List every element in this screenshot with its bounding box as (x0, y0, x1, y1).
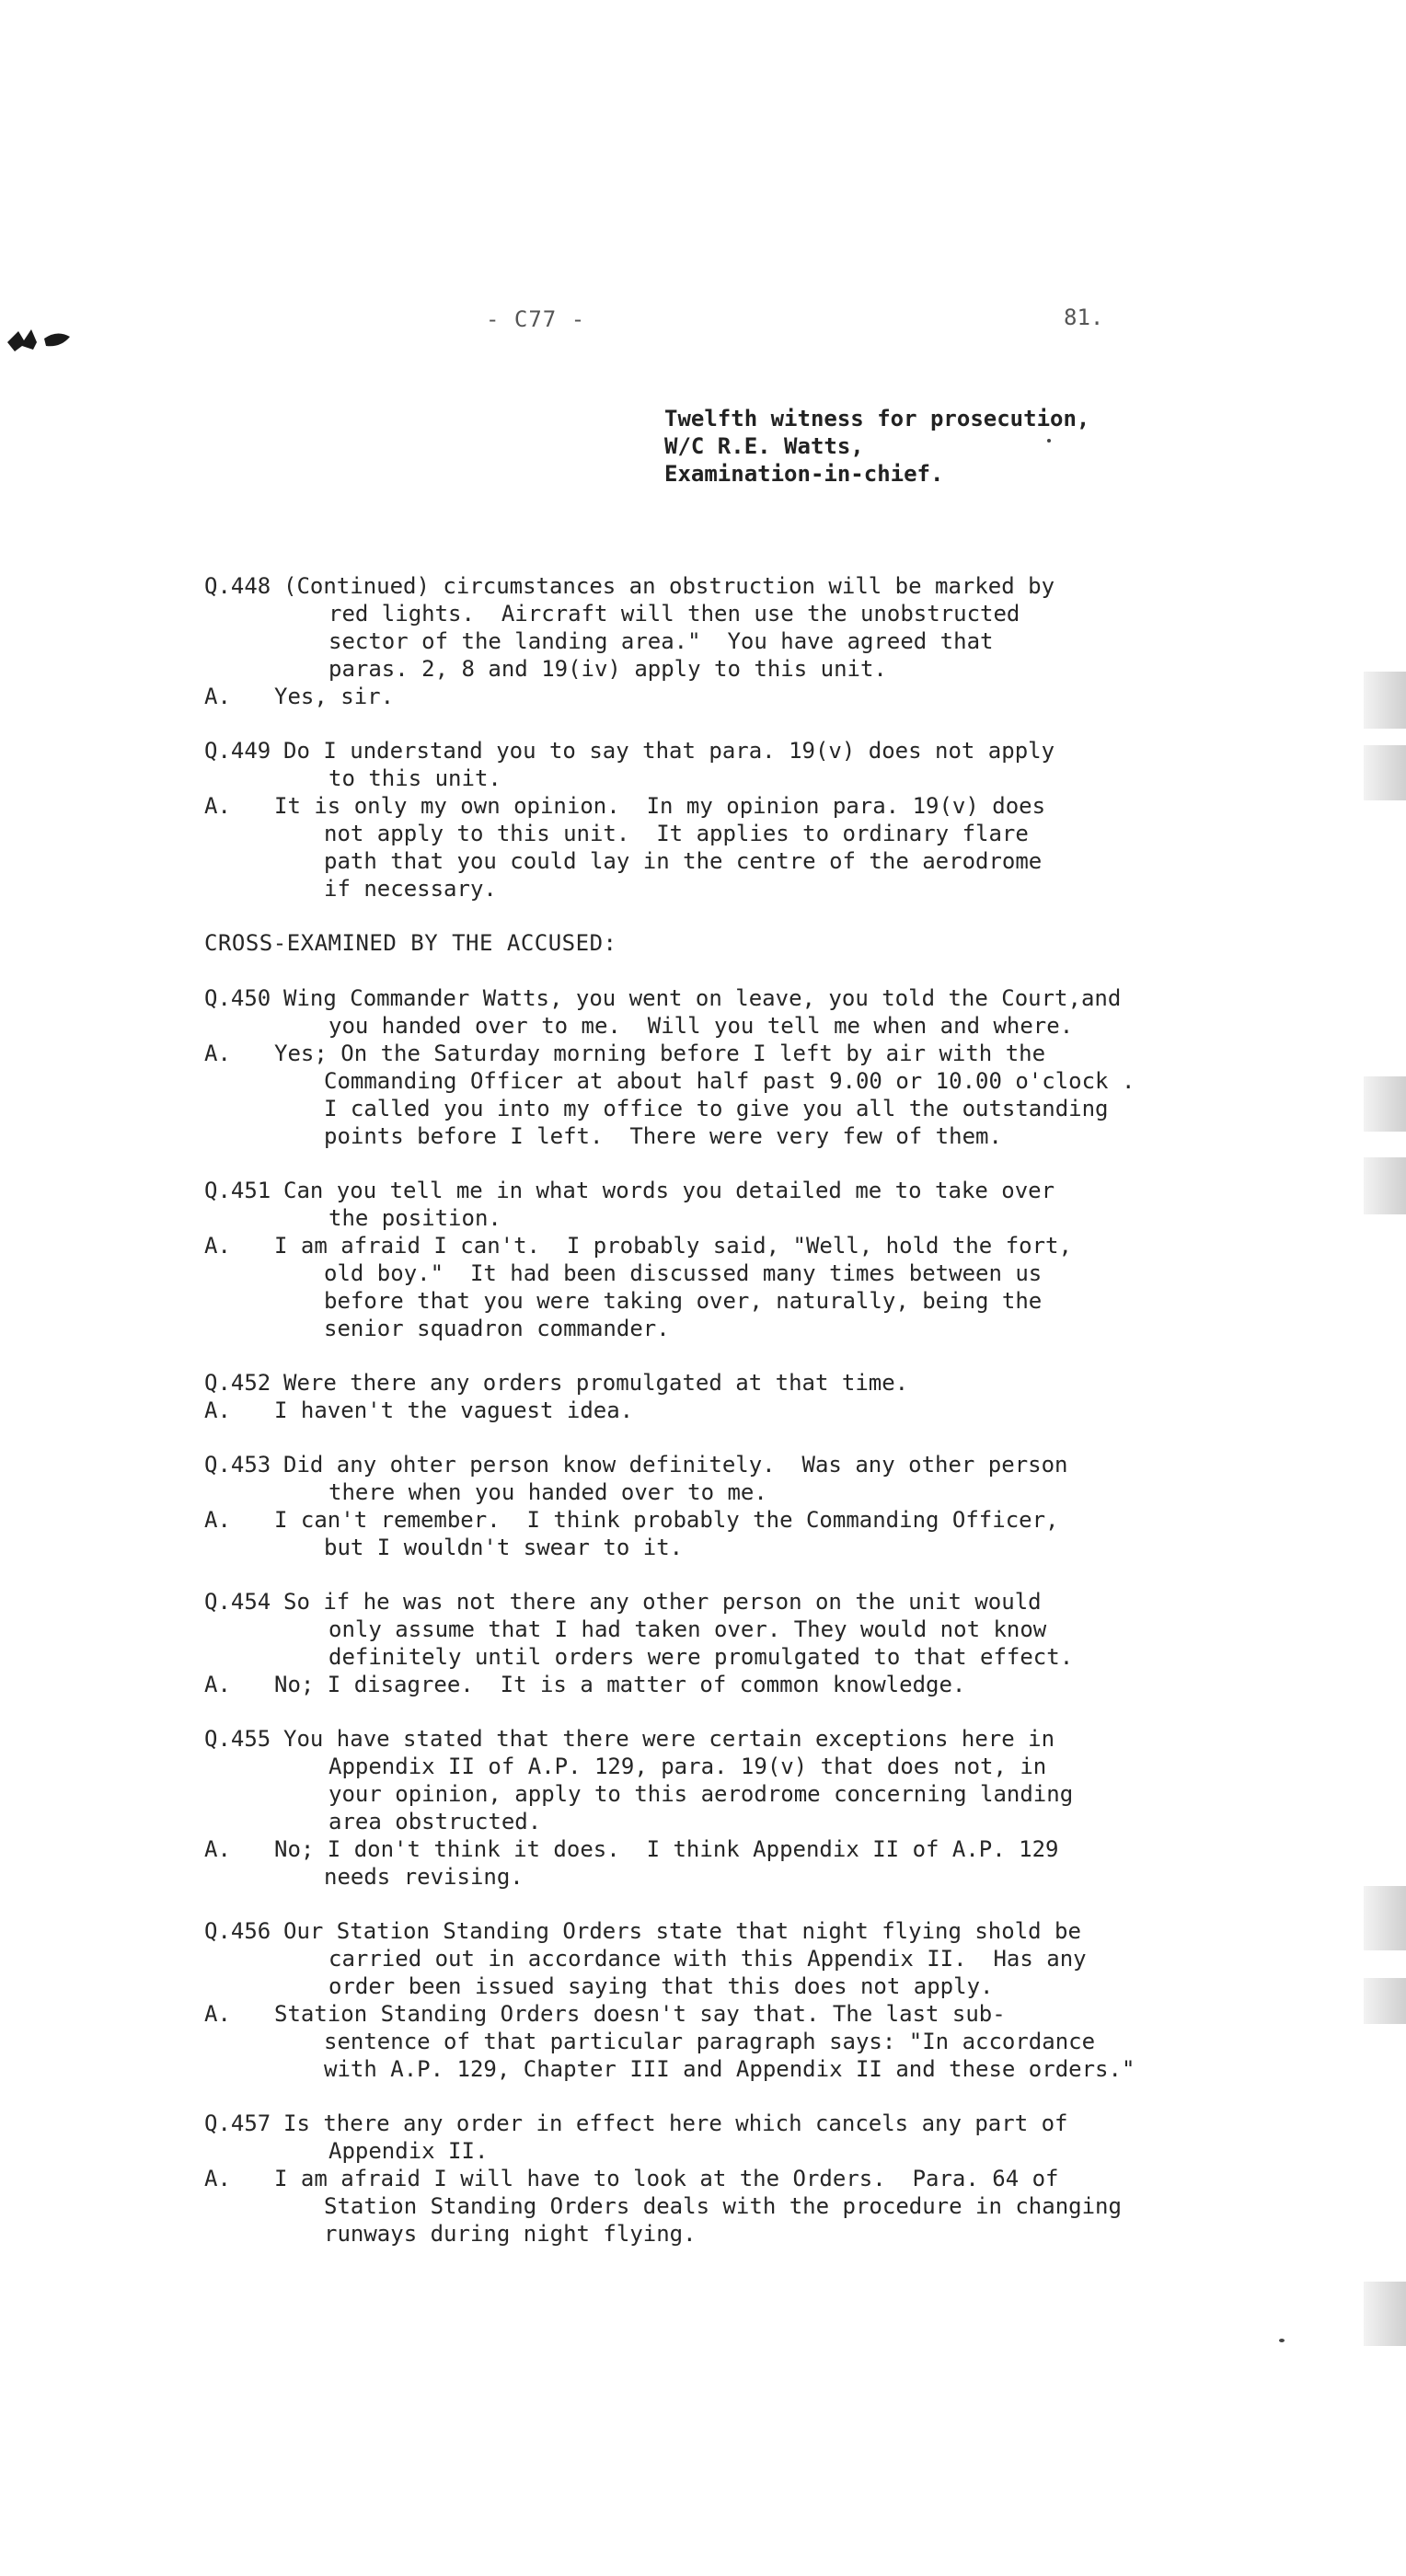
answer-label: A. (204, 1507, 231, 1533)
page-number: 81. (1064, 305, 1104, 330)
answer-line (204, 1232, 1253, 1259)
answer-text: No; I don't think it does. I think Appendix II of A.P. 129 (274, 1836, 1059, 1862)
answer-text: Station Standing Orders doesn't say that. The last sub- (274, 2001, 1006, 2027)
qa-entry (204, 1725, 1253, 1891)
page-reference: - C77 - (486, 306, 586, 332)
question-text-continued: you handed over to me. Will you tell me when and where. (328, 1013, 1074, 1039)
answer-label: A. (204, 2166, 231, 2191)
question-text-continued: definitely until orders were promulgated to that effect. (328, 1644, 1074, 1670)
answer-text: I am afraid I will have to look at the Orders. Para. 64 of (274, 2166, 1059, 2191)
answer-text-continued: points before I left. There were very few of them. (324, 1123, 1002, 1149)
scan-edge-shadow (1364, 1157, 1406, 1214)
question-number: Q.450 (204, 985, 271, 1011)
question-text-continued: Appendix II of A.P. 129, para. 19(v) that does not, in (328, 1754, 1047, 1779)
answer-text-continued: Station Standing Orders deals with the procedure in changing (324, 2193, 1122, 2219)
question-number: Q.456 (204, 1918, 271, 1944)
scan-edge-shadow (1364, 1886, 1406, 1950)
question-text: Do I understand you to say that para. 19(v) does not apply (283, 738, 1055, 764)
question-number: Q.452 (204, 1370, 271, 1396)
answer-text-continued: not apply to this unit. It applies to ordinary flare (324, 821, 1029, 846)
witness-line: Twelfth witness for prosecution, (664, 406, 1090, 431)
transcript-body (204, 572, 1253, 2274)
question-text: Is there any order in effect here which cancels any part of (283, 2110, 1068, 2136)
question-text-continued: order been issued saying that this does not apply. (328, 1973, 994, 1999)
question-line (204, 984, 1253, 1012)
answer-line (204, 1671, 1253, 1698)
answer-label: A. (204, 2001, 231, 2027)
question-line (204, 1451, 1253, 1478)
answer-label: A. (204, 793, 231, 819)
answer-text-continued: needs revising. (324, 1864, 524, 1890)
question-text: So if he was not there any other person on the unit would (283, 1589, 1042, 1615)
qa-entry (204, 572, 1253, 710)
answer-text-continued: I called you into my office to give you all the outstanding (324, 1096, 1109, 1121)
answer-label: A. (204, 1397, 231, 1423)
question-text-continued: your opinion, apply to this aerodrome concerning landing (328, 1781, 1074, 1807)
question-number: Q.455 (204, 1726, 271, 1752)
question-line (204, 737, 1253, 765)
answer-text-continued: Commanding Officer at about half past 9.00 or 10.00 o'clock . (324, 1068, 1135, 1094)
question-number: Q.451 (204, 1178, 271, 1203)
answer-text-continued: if necessary. (324, 876, 497, 902)
answer-text-continued: senior squadron commander. (324, 1316, 670, 1341)
question-number: Q.457 (204, 2110, 271, 2136)
answer-text-continued: old boy." It had been discussed many times between us (324, 1260, 1043, 1286)
cross-examination-heading: CROSS-EXAMINED BY THE ACCUSED: (204, 930, 617, 956)
answer-text: Yes; On the Saturday morning before I left by air with the (274, 1041, 1046, 1066)
answer-line (204, 792, 1253, 820)
examination-section (204, 572, 1253, 903)
answer-text: Yes, sir. (274, 684, 395, 709)
answer-text-continued: but I wouldn't swear to it. (324, 1535, 684, 1560)
question-line (204, 1369, 1253, 1397)
qa-entry (204, 1177, 1253, 1342)
scan-edge-shadow (1364, 1076, 1406, 1132)
qa-entry (204, 1369, 1253, 1424)
answer-text: It is only my own opinion. In my opinion para. 19(v) does (274, 793, 1046, 819)
answer-line (204, 2165, 1253, 2192)
cross-examination-section (204, 984, 1253, 2248)
answer-text: I haven't the vaguest idea. (274, 1397, 634, 1423)
witness-line: Examination-in-chief. (664, 461, 944, 487)
answer-text-continued: with A.P. 129, Chapter III and Appendix II and these orders." (324, 2056, 1135, 2082)
question-line (204, 1177, 1253, 1204)
answer-line (204, 1506, 1253, 1534)
answer-text: No; I disagree. It is a matter of common knowledge. (274, 1672, 966, 1697)
question-text-continued: Appendix II. (328, 2138, 489, 2164)
question-text-continued: to this unit. (328, 765, 501, 791)
question-number: Q.454 (204, 1589, 271, 1615)
question-line (204, 2110, 1253, 2137)
question-line (204, 1588, 1253, 1616)
punch-hole-mark (6, 320, 72, 357)
question-text: (Continued) circumstances an obstruction will be marked by (283, 573, 1055, 599)
qa-entry (204, 1917, 1253, 2083)
answer-label: A. (204, 1836, 231, 1862)
question-text-continued: area obstructed. (328, 1809, 542, 1834)
answer-label: A. (204, 684, 231, 709)
answer-label: A. (204, 1672, 231, 1697)
question-text: You have stated that there were certain exceptions here in (283, 1726, 1055, 1752)
qa-entry (204, 737, 1253, 903)
ink-speck (1279, 2339, 1285, 2342)
scan-edge-shadow (1364, 2282, 1406, 2346)
qa-entry (204, 2110, 1253, 2248)
question-number: Q.448 (204, 573, 271, 599)
question-text-continued: there when you handed over to me. (328, 1479, 767, 1505)
answer-text-continued: before that you were taking over, naturally, being the (324, 1288, 1043, 1314)
question-line (204, 1917, 1253, 1945)
scan-edge-shadow (1364, 672, 1406, 729)
answer-label: A. (204, 1233, 231, 1259)
question-text: Were there any orders promulgated at that time. (283, 1370, 909, 1396)
question-text: Wing Commander Watts, you went on leave, you told the Court,and (283, 985, 1122, 1011)
answer-text-continued: path that you could lay in the centre of the aerodrome (324, 848, 1043, 874)
answer-line (204, 683, 1253, 710)
answer-line (204, 1397, 1253, 1424)
witness-heading (664, 405, 1089, 488)
question-text: Can you tell me in what words you detailed me to take over (283, 1178, 1055, 1203)
answer-text-continued: runways during night flying. (324, 2221, 697, 2247)
question-text: Did any ohter person know definitely. Was any other person (283, 1452, 1068, 1478)
answer-text: I can't remember. I think probably the Commanding Officer, (274, 1507, 1059, 1533)
answer-label: A. (204, 1041, 231, 1066)
question-text-continued: paras. 2, 8 and 19(iv) apply to this unit. (328, 656, 887, 682)
scan-edge-shadow (1364, 1978, 1406, 2024)
answer-line (204, 1835, 1253, 1863)
question-line (204, 572, 1253, 600)
question-text-continued: sector of the landing area." You have agreed that (328, 628, 994, 654)
question-text-continued: the position. (328, 1205, 501, 1231)
answer-text-continued: sentence of that particular paragraph says: "In accordance (324, 2029, 1096, 2054)
question-text-continued: carried out in accordance with this Appendix II. Has any (328, 1946, 1087, 1972)
answer-line (204, 1040, 1253, 1067)
question-text-continued: only assume that I had taken over. They would not know (328, 1616, 1047, 1642)
question-number: Q.449 (204, 738, 271, 764)
question-text: Our Station Standing Orders state that night flying shold be (283, 1918, 1081, 1944)
witness-line: W/C R.E. Watts, (664, 433, 864, 459)
answer-line (204, 2000, 1253, 2028)
answer-text: I am afraid I can't. I probably said, "Well, hold the fort, (274, 1233, 1072, 1259)
qa-entry (204, 1588, 1253, 1698)
question-line (204, 1725, 1253, 1753)
qa-entry (204, 984, 1253, 1150)
scan-edge-shadow (1364, 745, 1406, 800)
question-number: Q.453 (204, 1452, 271, 1478)
question-text-continued: red lights. Aircraft will then use the unobstructed (328, 601, 1020, 627)
qa-entry (204, 1451, 1253, 1561)
